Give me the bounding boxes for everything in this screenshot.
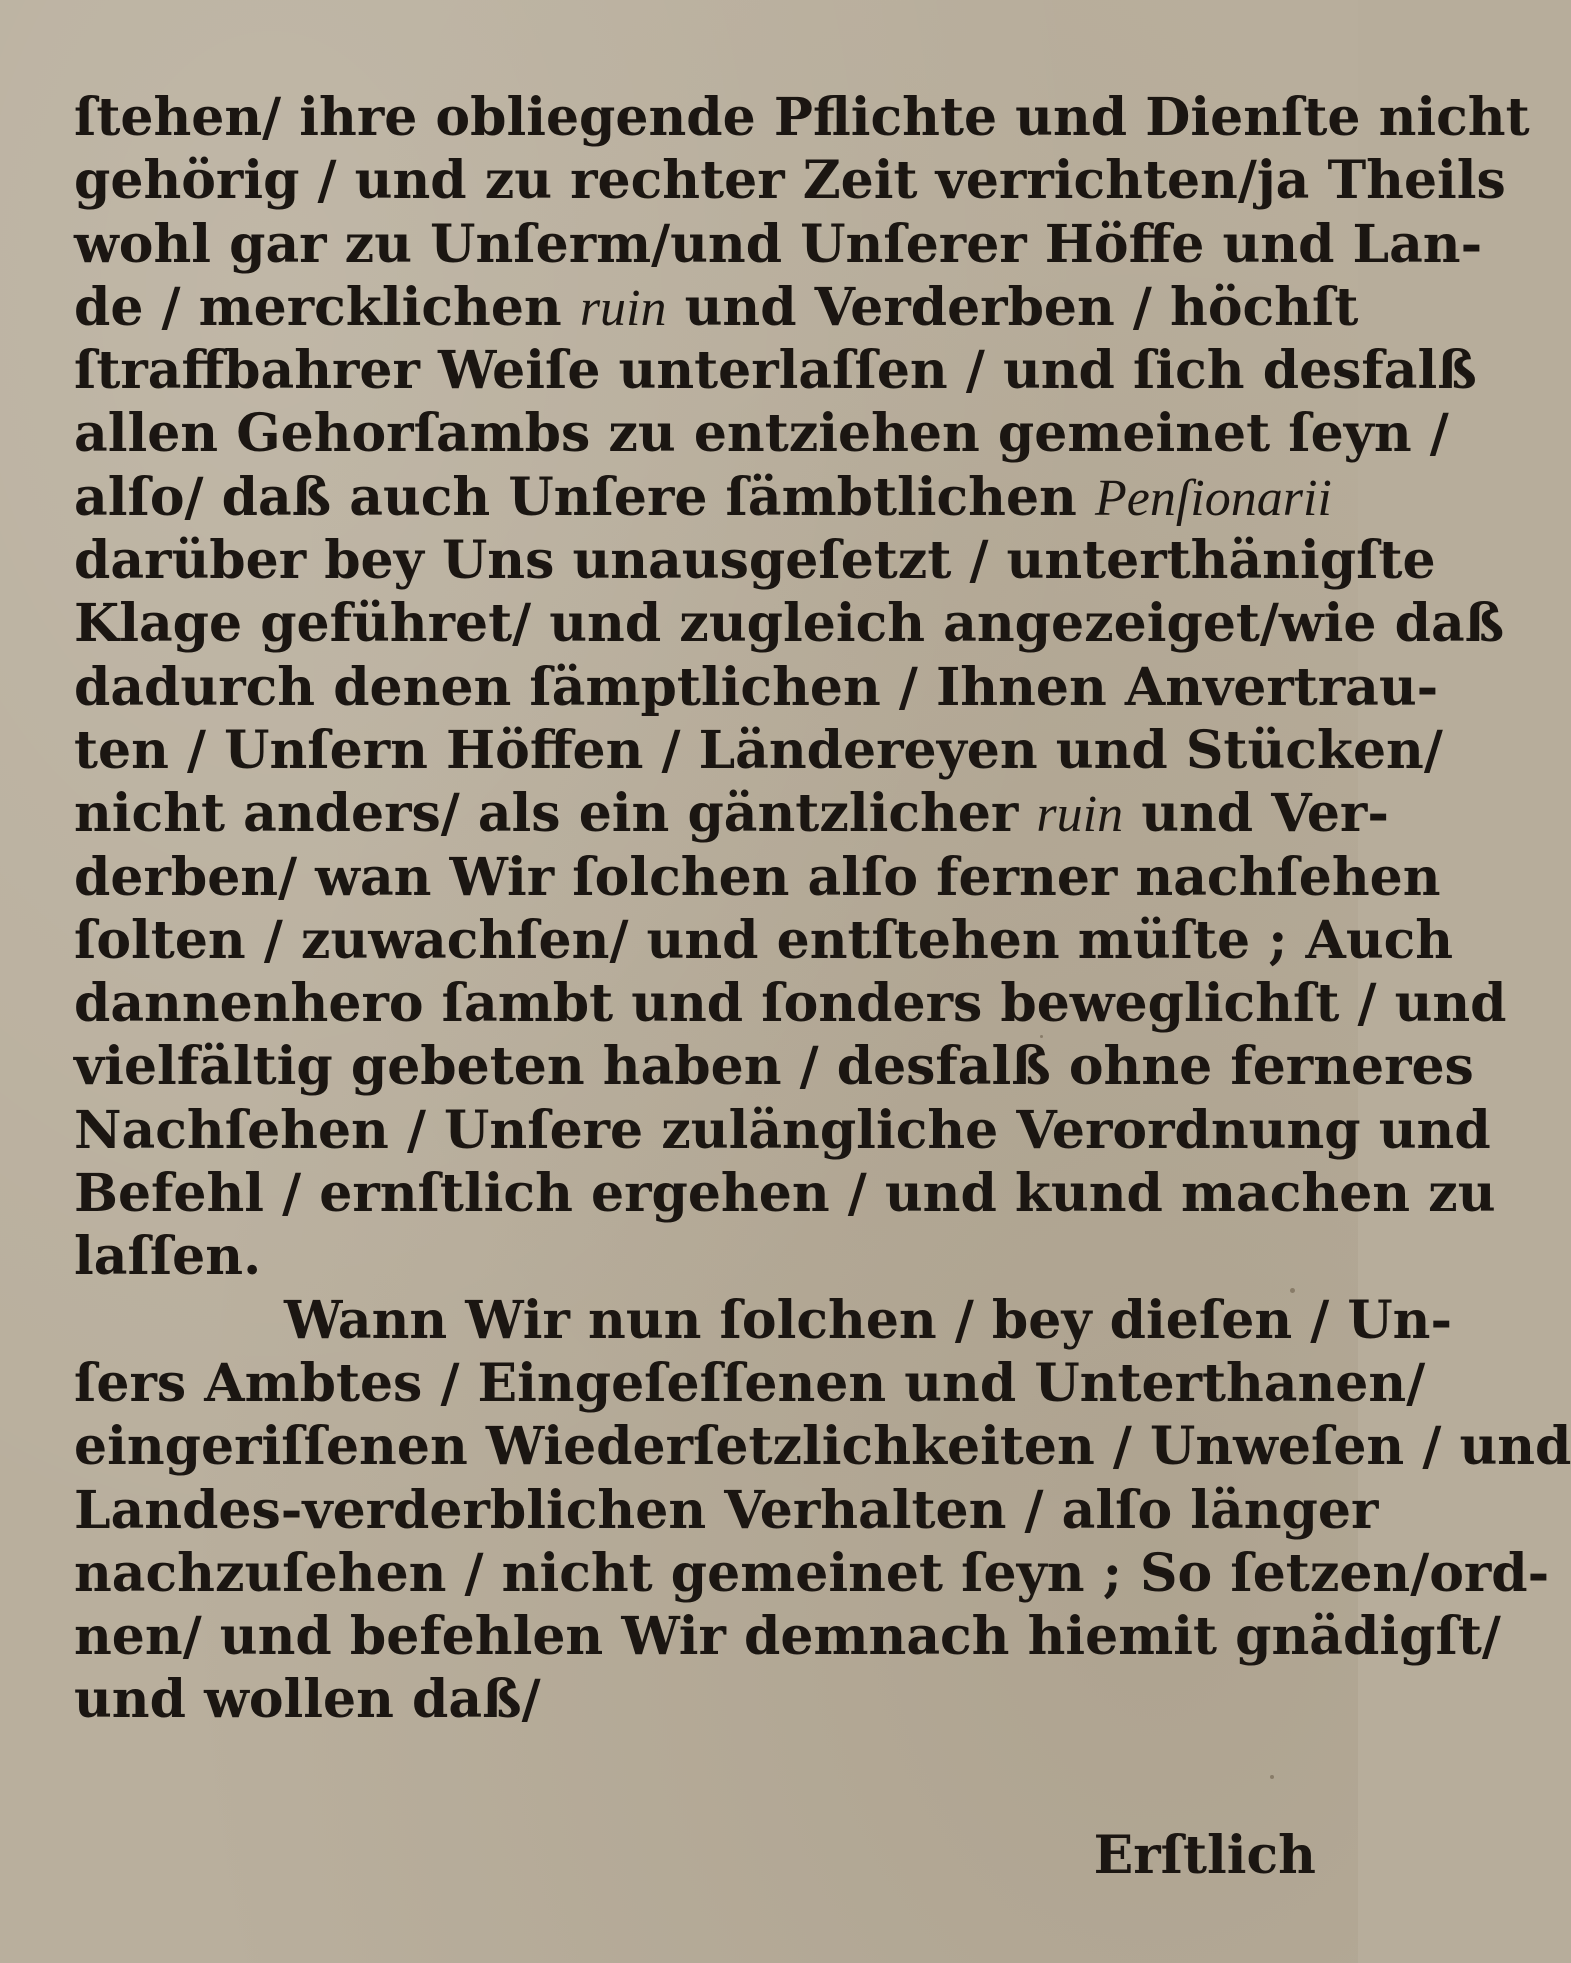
body-text: [74, 86, 1571, 1732]
italic-word: Penſionarii: [1094, 469, 1332, 527]
paper-speck: [1290, 1288, 1295, 1293]
text-line: [74, 1415, 1571, 1478]
line-segment: de / mercklichen: [74, 276, 580, 338]
text-line: [74, 1352, 1426, 1415]
line-segment: Klage geführet/ und zugleich angezeiget/wie daß: [74, 593, 1505, 655]
line-segment: alſo/ daß auch Unſere ſämbtlichen: [74, 466, 1095, 528]
text-line: [74, 1605, 1501, 1668]
text-line: [74, 1668, 1319, 1731]
text-line: [74, 213, 1483, 276]
line-segment: ten / Unſern Höffen / Ländereyen und Stücken/: [74, 719, 1443, 781]
text-line: [74, 1479, 1379, 1542]
text-line: [74, 782, 1389, 845]
text-line: [74, 1289, 1453, 1352]
text-line: [74, 909, 1454, 972]
text-line: [74, 149, 1506, 212]
line-segment: darüber bey Uns unausgeſetzt / unterthänigſte: [74, 530, 1436, 592]
line-segment: ſolten / zuwachſen/ und entſtehen müſte ; Auch: [74, 909, 1454, 971]
line-segment: eingeriſſenen Wiederſetzlichkeiten / Unweſen / und: [74, 1416, 1571, 1478]
line-segment: dannenhero ſambt und ſonders beweglichſt / und: [74, 973, 1507, 1035]
paper-speck: [1040, 1035, 1043, 1038]
line-segment: ſers Ambtes / Eingeſeſſenen und Unterthanen/: [74, 1352, 1426, 1414]
text-line: [74, 1035, 1474, 1098]
line-segment: nen/ und befehlen Wir demnach hiemit gnädigſt/: [74, 1606, 1501, 1668]
text-line: [74, 656, 1439, 719]
line-segment: und Ver-: [1123, 783, 1389, 845]
catchword: Erſtlich: [1093, 1825, 1316, 1886]
text-line: [74, 339, 1477, 402]
text-line: [74, 1099, 1491, 1162]
paper-speck: [520, 1505, 523, 1508]
line-segment: Landes-verderblichen Verhalten / alſo länger: [74, 1479, 1379, 1541]
line-segment: ſtraffbahrer Weiſe unterlaſſen / und ſich desfalß: [74, 340, 1477, 402]
text-line: [74, 529, 1436, 592]
line-segment: wohl gar zu Unſerm/und Unſerer Höffe und Lan-: [74, 213, 1483, 275]
line-segment: Wann Wir nun ſolchen / bey dieſen / Un-: [284, 1289, 1453, 1351]
line-segment: vielfältig gebeten haben / desfalß ohne ferneres: [74, 1036, 1474, 1098]
text-line: [74, 846, 1441, 909]
line-segment: und wollen daß/: [74, 1669, 541, 1731]
text-line: [74, 972, 1507, 1035]
line-segment: ſtehen/ ihre obliegende Pflichte und Dienſte nicht: [74, 87, 1530, 148]
line-segment: Befehl / ernſtlich ergehen / und kund machen zu: [74, 1163, 1496, 1225]
text-line: [74, 592, 1505, 655]
line-segment: dadurch denen ſämptlichen / Ihnen Anvertrau-: [74, 656, 1439, 718]
paper-speck: [1270, 1775, 1274, 1779]
line-segment: und Verderben / höchſt: [666, 276, 1359, 338]
line-segment: allen Gehorſambs zu entziehen gemeinet ſeyn /: [74, 403, 1449, 465]
line-segment: nachzuſehen / nicht gemeinet ſeyn ; So ſetzen/ord-: [74, 1542, 1550, 1604]
text-line: [74, 402, 1449, 465]
italic-word: ruin: [579, 279, 667, 337]
text-line: [74, 466, 1332, 529]
text-line: [74, 276, 1359, 339]
text-line: [74, 1162, 1496, 1225]
italic-word: ruin: [1036, 786, 1124, 844]
text-line: [74, 1542, 1550, 1605]
text-line: [74, 86, 1530, 149]
line-segment: Nachſehen / Unſere zulängliche Verordnung und: [74, 1099, 1491, 1161]
text-line: [74, 1225, 1319, 1288]
line-segment: gehörig / und zu rechter Zeit verrichten/ja Theils: [74, 150, 1506, 212]
line-segment: nicht anders/ als ein gäntzlicher: [74, 783, 1037, 845]
text-line: [74, 719, 1443, 782]
line-segment: laſſen.: [74, 1226, 262, 1288]
line-segment: derben/ wan Wir ſolchen alſo ferner nachſehen: [74, 846, 1441, 908]
